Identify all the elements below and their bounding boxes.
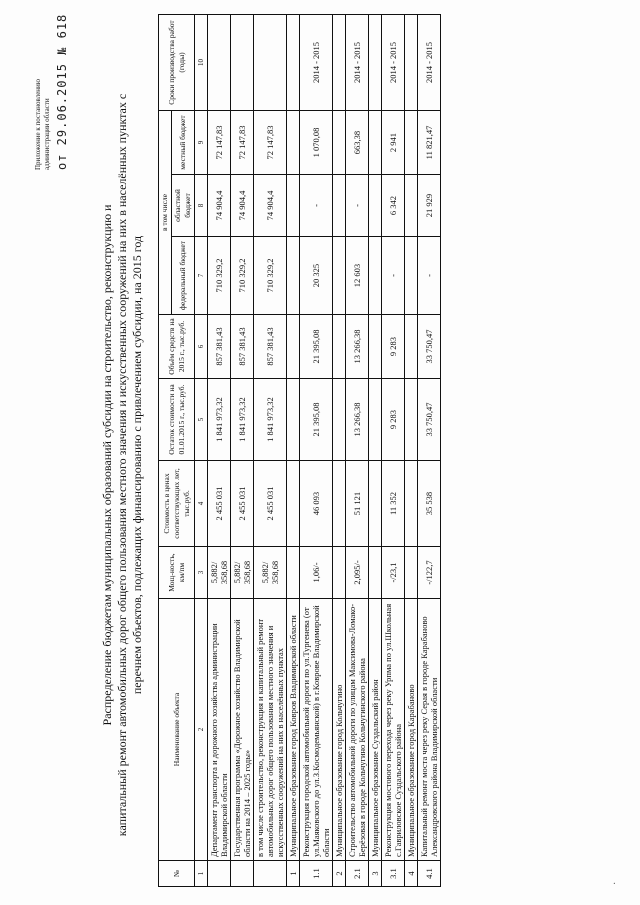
colnum: 8	[195, 175, 208, 237]
cell-capacity: 2,095/-	[346, 547, 369, 599]
colnum: 9	[195, 111, 208, 175]
cell-remaining: 13 266,38	[346, 379, 369, 461]
cell-cost	[287, 461, 300, 547]
stamp-line-1: Приложение к постановлению	[34, 78, 42, 170]
colnum: 3	[195, 547, 208, 599]
header-cost: Стоимость в ценах соответствующих лет, тыс.руб.	[159, 461, 195, 547]
cell-regional	[405, 175, 418, 237]
cell-num: 2.1	[346, 861, 369, 887]
cell-num: 4.1	[418, 861, 441, 887]
title-line-3: перечнем объектов, подлежащих финансированию с привлечением субсидии, на 2015 год	[130, 235, 144, 695]
cell-federal: 710 329,2	[208, 237, 231, 315]
cell-terms	[254, 15, 287, 111]
cell-num: 3	[369, 861, 382, 887]
cell-name: Капитальный ремонт моста через реку Серая в городе Карабаново Александровского района Владимирской области	[418, 599, 441, 861]
header-capacity: Мощ-ность, км/пм	[159, 547, 195, 599]
table-row	[333, 15, 346, 887]
cell-regional: -	[300, 175, 333, 237]
cell-local: 663,38	[346, 111, 369, 175]
table-row	[405, 15, 418, 887]
cell-capacity	[287, 547, 300, 599]
cell-terms	[231, 15, 254, 111]
cell-volume	[369, 315, 382, 379]
table-row	[287, 15, 300, 887]
cell-local: 72 147,83	[231, 111, 254, 175]
cell-volume: 857 381,43	[231, 315, 254, 379]
cell-volume	[333, 315, 346, 379]
cell-capacity: 5,882/ 358,68	[208, 547, 231, 599]
cell-cost: 46 093	[300, 461, 333, 547]
cell-num	[208, 861, 231, 887]
cell-local: 72 147,83	[254, 111, 287, 175]
cell-remaining: 1 841 973,32	[231, 379, 254, 461]
cell-num: 1	[287, 861, 300, 887]
cell-name: Государственная программа «Дорожное хозяйство Владимирской области на 2014 – 2025 годы»	[231, 599, 254, 861]
cell-regional: 21 929	[418, 175, 441, 237]
table-row	[382, 15, 405, 887]
header-num: №	[159, 861, 195, 887]
cell-capacity: 5,882/ 358,68	[254, 547, 287, 599]
cell-capacity: -/23,1	[382, 547, 405, 599]
table-row	[418, 15, 441, 887]
colnum: 2	[195, 599, 208, 861]
cell-num	[231, 861, 254, 887]
header-name: Наименование объекта	[159, 599, 195, 861]
table-row	[346, 15, 369, 887]
cell-federal	[405, 237, 418, 315]
cell-cost	[405, 461, 418, 547]
colnum: 4	[195, 461, 208, 547]
table-row	[208, 15, 231, 887]
cell-num: 3.1	[382, 861, 405, 887]
cell-remaining: 1 841 973,32	[254, 379, 287, 461]
cell-name: Муниципальное образование город Кольчугино	[333, 599, 346, 861]
cell-terms	[208, 15, 231, 111]
header-terms: Сроки производства работ (годы)	[159, 15, 195, 111]
cell-terms: 2014 - 2015	[346, 15, 369, 111]
header-incl: в том числе	[159, 111, 172, 315]
cell-num	[254, 861, 287, 887]
cell-local: 2 941	[382, 111, 405, 175]
cell-capacity	[405, 547, 418, 599]
header-local: местный бюджет	[172, 111, 195, 175]
cell-capacity: 5,882/ 358,68	[231, 547, 254, 599]
cell-volume	[405, 315, 418, 379]
cell-num: 4	[405, 861, 418, 887]
colnum: 6	[195, 315, 208, 379]
cell-local: 11 821,47	[418, 111, 441, 175]
cell-num: 2	[333, 861, 346, 887]
cell-remaining: 1 841 973,32	[208, 379, 231, 461]
title-line-1: Распределение бюджетам муниципальных образований субсидии на строительство, реконструкцию и	[100, 204, 114, 726]
cell-volume: 33 750,47	[418, 315, 441, 379]
cell-capacity	[369, 547, 382, 599]
cell-cost: 11 352	[382, 461, 405, 547]
cell-capacity: 1,06/-	[300, 547, 333, 599]
cell-remaining	[369, 379, 382, 461]
cell-federal: -	[418, 237, 441, 315]
cell-volume: 9 283	[382, 315, 405, 379]
cell-federal	[369, 237, 382, 315]
cell-name: в том числе строительство, реконструкция и капитальный ремонт автомобильных дорог общего пользования местного значения и искусственных сооружений на них в населённых пунктах	[254, 599, 287, 861]
cell-regional	[287, 175, 300, 237]
cell-federal	[287, 237, 300, 315]
resolution-stamp	[34, 10, 70, 170]
colnum: 10	[195, 15, 208, 111]
cell-regional	[369, 175, 382, 237]
cell-volume: 13 266,38	[346, 315, 369, 379]
cell-federal	[333, 237, 346, 315]
cell-federal: 20 325	[300, 237, 333, 315]
cell-regional: 74 904,4	[231, 175, 254, 237]
table-row	[254, 15, 287, 887]
cell-federal: -	[382, 237, 405, 315]
subsidy-table	[158, 14, 441, 887]
cell-name: Реконструкция мостового перехода через реку Урпма по ул.Школьная с.Гавриловское Суздальского района	[382, 599, 405, 861]
cell-volume: 857 381,43	[208, 315, 231, 379]
column-number-row	[195, 15, 208, 887]
stamp-line-2: администрации области	[43, 98, 51, 170]
cell-name: Департамент транспорта и дорожного хозяйства администрации Владимирской области	[208, 599, 231, 861]
cell-regional	[333, 175, 346, 237]
cell-local	[287, 111, 300, 175]
colnum: 5	[195, 379, 208, 461]
cell-terms	[405, 15, 418, 111]
stamp-date: от 29.06.2015 № 618	[55, 13, 69, 170]
cell-name: Муниципальное образование город Карабаново	[405, 599, 418, 861]
cell-capacity	[333, 547, 346, 599]
scan-mark: ·	[610, 881, 621, 885]
cell-cost: 2 455 031	[208, 461, 231, 547]
cell-local	[369, 111, 382, 175]
document-title	[100, 85, 145, 845]
header-volume: Объём средств на 2015 г., тыс.руб.	[159, 315, 195, 379]
cell-regional: 6 342	[382, 175, 405, 237]
cell-terms	[333, 15, 346, 111]
header-federal: федеральный бюджет	[172, 237, 195, 315]
cell-remaining	[287, 379, 300, 461]
cell-regional: 74 904,4	[208, 175, 231, 237]
cell-remaining	[405, 379, 418, 461]
colnum: 7	[195, 237, 208, 315]
cell-terms: 2014 - 2015	[382, 15, 405, 111]
header-row-1	[159, 15, 172, 887]
cell-local	[405, 111, 418, 175]
cell-remaining: 9 283	[382, 379, 405, 461]
cell-federal: 710 329,2	[231, 237, 254, 315]
cell-terms	[369, 15, 382, 111]
cell-name: Реконструкция городской автомобильной дороги по ул.Тургенева (от ул.Маяковского до ул.З.Космодемьянской) в г.Коврове Владимирской области	[300, 599, 333, 861]
cell-cost: 2 455 031	[254, 461, 287, 547]
cell-regional: 74 904,4	[254, 175, 287, 237]
table-body	[208, 15, 441, 887]
cell-cost: 51 121	[346, 461, 369, 547]
cell-num: 1.1	[300, 861, 333, 887]
cell-cost: 35 538	[418, 461, 441, 547]
cell-name: Строительство автомобильной дороги по улицам Максимова-Ломако-Берёзовая в городе Кольчугино Кольчугинского района	[346, 599, 369, 861]
table-row	[369, 15, 382, 887]
cell-name: Муниципальное образование город Ковров Владимирской области	[287, 599, 300, 861]
cell-local: 72 147,83	[208, 111, 231, 175]
cell-volume: 21 395,08	[300, 315, 333, 379]
cell-terms: 2014 - 2015	[300, 15, 333, 111]
cell-cost	[369, 461, 382, 547]
cell-remaining: 21 395,08	[300, 379, 333, 461]
header-regional: областной бюджет	[172, 175, 195, 237]
cell-remaining	[333, 379, 346, 461]
cell-terms	[287, 15, 300, 111]
cell-terms: 2014 - 2015	[418, 15, 441, 111]
table-row	[231, 15, 254, 887]
cell-local: 1 070,08	[300, 111, 333, 175]
cell-volume: 857 381,43	[254, 315, 287, 379]
table-row	[300, 15, 333, 887]
header-remaining: Остаток стоимости на 01.01.2015 г., тыс.руб.	[159, 379, 195, 461]
cell-regional: -	[346, 175, 369, 237]
cell-capacity: -/122,7	[418, 547, 441, 599]
cell-federal: 710 329,2	[254, 237, 287, 315]
title-line-2: капитальный ремонт автомобильных дорог общего пользования местного значения и искусственных сооружений на них в населённых пунктах с	[115, 93, 129, 837]
cell-remaining: 33 750,47	[418, 379, 441, 461]
cell-local	[333, 111, 346, 175]
cell-cost	[333, 461, 346, 547]
cell-cost: 2 455 031	[231, 461, 254, 547]
cell-volume	[287, 315, 300, 379]
cell-federal: 12 603	[346, 237, 369, 315]
cell-name: Муниципальное образование Суздальский район	[369, 599, 382, 861]
colnum: 1	[195, 861, 208, 887]
